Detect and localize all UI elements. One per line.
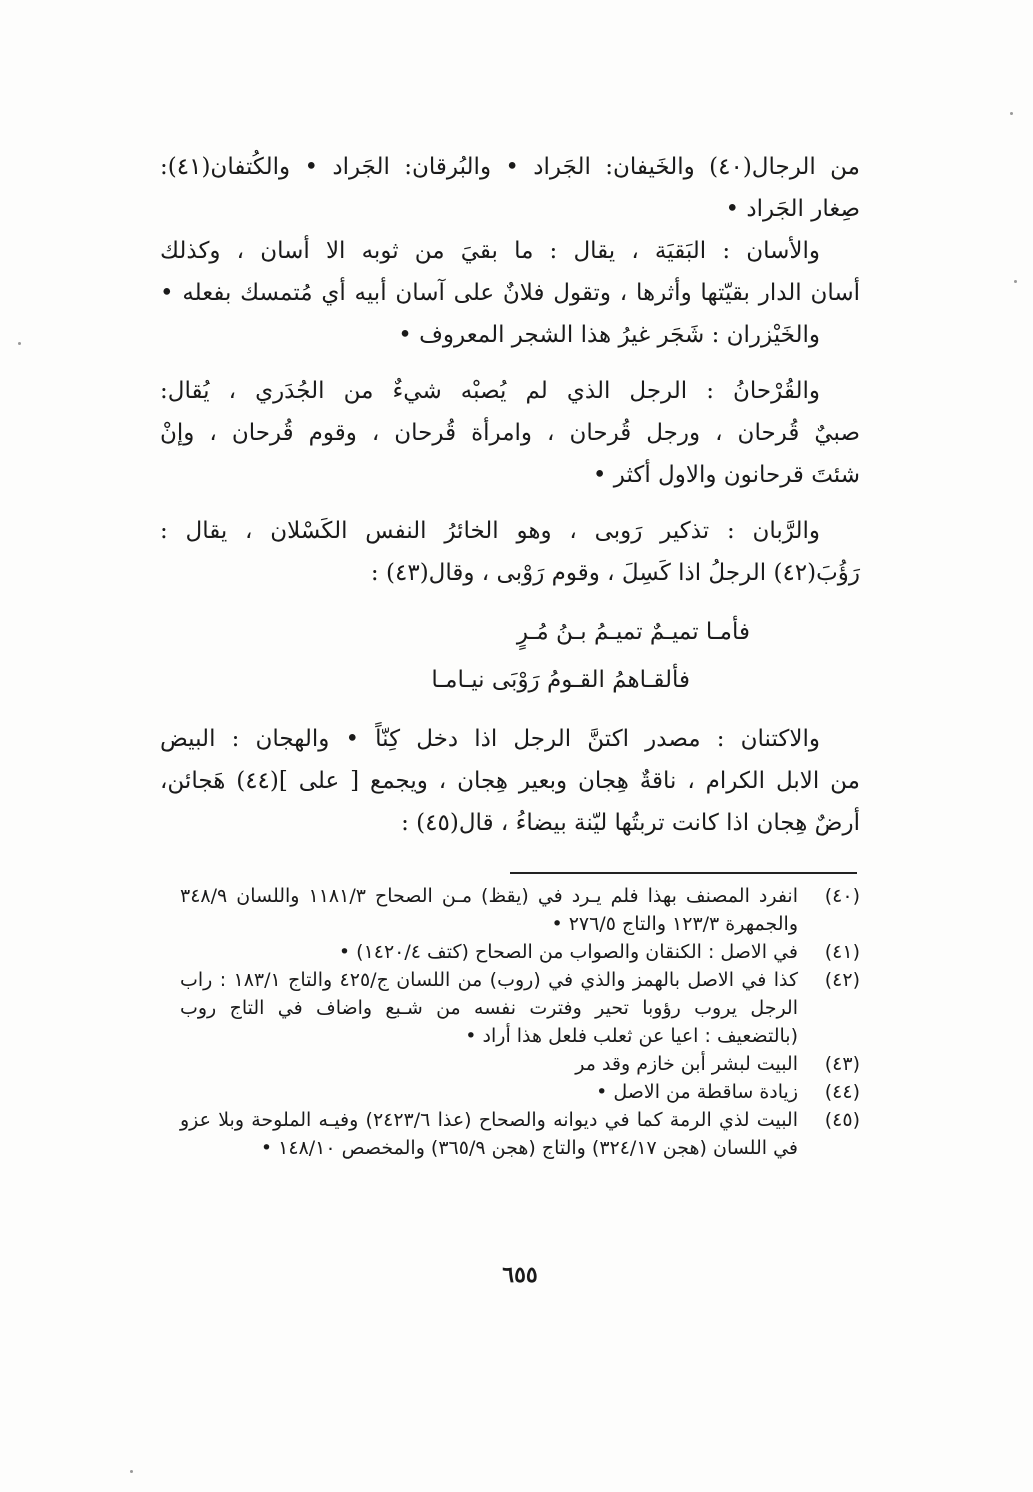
page-number: ٦٥٥ <box>502 1262 538 1288</box>
footnote-number: (٤٠) <box>824 885 860 907</box>
footnote-number: (٤٤) <box>824 1081 860 1103</box>
footnote <box>180 938 860 966</box>
footnote <box>180 882 860 938</box>
scan-speck <box>130 1470 133 1473</box>
footnote-text: كذا في الاصل بالهمز والذي في (روب) من اللسان ج/٤٢٥ والتاج ١٨٣/١ : راب الرجل يروب رؤوبا تحير وفترت نفسه من شـبع واضاف في التاج روب (بالتضعيف : اعيا عن ثعلب فلعل هذا أراد • <box>180 969 798 1047</box>
footnote-number: (٤٣) <box>824 1053 860 1075</box>
verse-hemistich: فأمـا تميـمٌ تميـمُ بـنُ مُـرٍ <box>516 619 750 645</box>
text-line: والقُرْحانُ : الرجل الذي لم يُصبْه شيءٌ من الجُدَري ، يُقال: <box>160 378 820 404</box>
footnote-separator <box>510 872 857 874</box>
footnote <box>180 966 860 1050</box>
footnote-text: في الاصل : الكنقان والصواب من الصحاح (كتف ١٤٢٠/٤) • <box>338 941 798 963</box>
text-line: صبيٌ قُرحان ، ورجل قُرحان ، وامرأة قُرحان ، وقوم قُرحان ، وإنْ <box>160 420 860 446</box>
text-line: والخَيْزران : شَجَر غيرُ هذا الشجر المعروف • <box>398 322 820 348</box>
verse <box>160 608 860 704</box>
scan-speck <box>18 342 21 345</box>
verse-hemistich: فألقـاهمُ القـومُ رَوْبَى نيـامـا <box>431 667 690 693</box>
text-line: والرَّبان : تذكير رَوبى ، وهو الخائرُ النفس الكَسْلان ، يقال : <box>160 518 820 544</box>
text-line: والاكتنان : مصدر اكتنَّ الرجل اذا دخل كِنّاً • والهجان : البيض <box>160 726 820 752</box>
footnote-text: انفرد المصنف بهذا فلم يـرد في (يقظ) مـن الصحاح ١١٨١/٣ واللسان ٣٤٨/٩ والجمهرة ١٢٣/٣ والتاج ٢٧٦/٥ • <box>180 885 798 935</box>
text-line: والأسان : البَقيَة ، يقال : ما بقيَ من ثوبه الا أسان ، وكذلك <box>160 238 820 264</box>
footnote-text: زيادة ساقطة من الاصل • <box>596 1081 798 1103</box>
footnote <box>180 1050 860 1078</box>
footnote-number: (٤٢) <box>824 969 860 991</box>
footnotes <box>180 882 860 1162</box>
scan-speck <box>1014 280 1017 283</box>
footnote-text: البيت لذي الرمة كما في ديوانه والصحاح (عذا ٢٤٢٣/٦) وفيـه الملوحة وبلا عزو في اللسان (هجن ٣٢٤/١٧) والتاج (هجن ٣٦٥/٩) والمخصص ١٤٨/١٠ • <box>180 1109 798 1159</box>
text-line: من الابل الكرام ، ناقةٌ هِجان وبعير هِجان ، ويجمع [ على ](٤٤) هَجائن، <box>160 768 860 794</box>
footnote-number: (٤٥) <box>824 1109 860 1131</box>
footnote <box>180 1106 860 1162</box>
scan-speck <box>1010 112 1013 115</box>
footnote-text: البيت لبشر أبن خازم وقد مر <box>575 1053 798 1075</box>
text-line: أسان الدار بقيّتها وأثرها ، وتقول فلانٌ على آسان أبيه أي مُتمسك بفعله • <box>160 280 860 306</box>
text-line: أرضٌ هِجان اذا كانت تربتُها ليّنة بيضاءُ ، قال(٤٥) : <box>401 810 860 836</box>
footnote-number: (٤١) <box>824 941 860 963</box>
text-line: صِغار الجَراد • <box>725 196 860 222</box>
footnote <box>180 1078 860 1106</box>
text-line: شئتَ قرحانون والاول أكثر • <box>592 462 860 488</box>
text-line: من الرجال(٤٠) والخَيفان: الجَراد • والبُرقان: الجَراد • والكُتفان(٤١): <box>160 154 860 180</box>
text-line: رَؤُبَ(٤٢) الرجلُ اذا كَسِلَ ، وقوم رَوْبى ، وقال(٤٣) : <box>370 560 860 586</box>
main-text <box>160 146 860 844</box>
